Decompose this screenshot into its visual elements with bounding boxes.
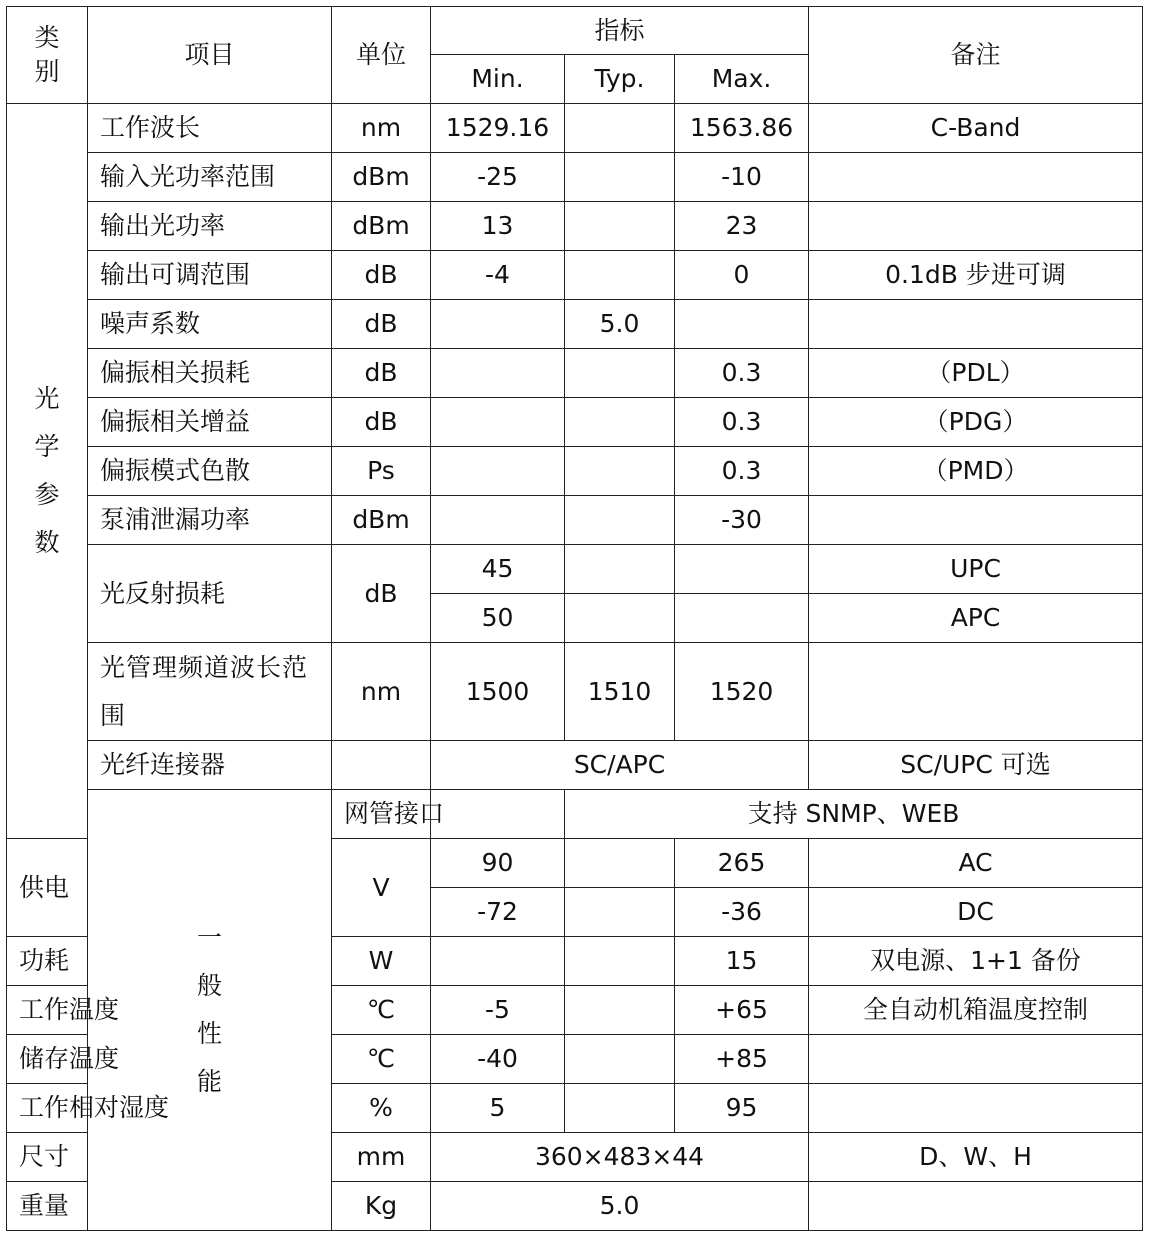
table-row	[7, 398, 1143, 447]
row-typ	[565, 251, 675, 300]
row-max	[675, 300, 809, 349]
table-row	[7, 741, 1143, 790]
header-max: Max.	[675, 55, 809, 104]
header-item: 项目	[88, 7, 332, 104]
row-typ	[565, 349, 675, 398]
row-max: 0	[675, 251, 809, 300]
row-min	[431, 447, 565, 496]
row-remark: 双电源、1+1 备份	[809, 937, 1143, 986]
row-typ	[565, 496, 675, 545]
row-item: 供电	[7, 839, 88, 937]
row-item: 储存温度	[7, 1035, 88, 1084]
row-remark: APC	[809, 594, 1143, 643]
row-min	[431, 398, 565, 447]
spec-table	[6, 6, 1143, 1231]
table-row	[7, 202, 1143, 251]
spec-table-wrapper	[6, 6, 1143, 1231]
row-min: -4	[431, 251, 565, 300]
row-min: 90	[431, 839, 565, 888]
row-min	[431, 300, 565, 349]
row-item: 偏振相关损耗	[88, 349, 332, 398]
row-typ	[565, 153, 675, 202]
row-item: 重量	[7, 1182, 88, 1231]
table-row	[7, 447, 1143, 496]
row-remark: AC	[809, 839, 1143, 888]
row-unit: mm	[332, 1133, 431, 1182]
row-item: 光纤连接器	[88, 741, 332, 790]
row-max: 0.3	[675, 349, 809, 398]
group-general: 一般性能	[88, 790, 332, 1231]
row-remark	[809, 1084, 1143, 1133]
table-row	[7, 790, 1143, 839]
row-remark: （PDL）	[809, 349, 1143, 398]
row-typ	[565, 447, 675, 496]
row-remark	[809, 1182, 1143, 1231]
row-min	[431, 937, 565, 986]
row-unit: nm	[332, 643, 431, 741]
table-row	[7, 153, 1143, 202]
row-min: -5	[431, 986, 565, 1035]
row-value: 5.0	[431, 1182, 809, 1231]
row-unit: dBm	[332, 202, 431, 251]
row-remark: DC	[809, 888, 1143, 937]
table-row	[7, 251, 1143, 300]
header-indicator: 指标	[431, 7, 809, 55]
row-max: -30	[675, 496, 809, 545]
row-remark	[809, 643, 1143, 741]
row-typ	[565, 888, 675, 937]
row-typ	[565, 594, 675, 643]
row-item: 尺寸	[7, 1133, 88, 1182]
row-min: 13	[431, 202, 565, 251]
row-max: 95	[675, 1084, 809, 1133]
table-row	[7, 300, 1143, 349]
row-item: 输出可调范围	[88, 251, 332, 300]
row-min: 1529.16	[431, 104, 565, 153]
row-typ	[565, 937, 675, 986]
row-unit: dB	[332, 251, 431, 300]
row-unit: dBm	[332, 153, 431, 202]
row-unit: Ps	[332, 447, 431, 496]
header-category: 类别	[7, 7, 88, 104]
row-min	[431, 349, 565, 398]
row-remark: 全自动机箱温度控制	[809, 986, 1143, 1035]
row-unit: dBm	[332, 496, 431, 545]
row-unit: %	[332, 1084, 431, 1133]
row-value: 支持 SNMP、WEB	[565, 790, 1143, 839]
row-unit	[431, 790, 565, 839]
row-item: 泵浦泄漏功率	[88, 496, 332, 545]
table-row	[7, 545, 1143, 594]
row-typ: 1510	[565, 643, 675, 741]
row-remark: （PDG）	[809, 398, 1143, 447]
row-max: 0.3	[675, 447, 809, 496]
table-row	[7, 349, 1143, 398]
row-max: 265	[675, 839, 809, 888]
row-item: 输入光功率范围	[88, 153, 332, 202]
header-remark: 备注	[809, 7, 1143, 104]
row-max	[675, 594, 809, 643]
row-remark: C-Band	[809, 104, 1143, 153]
row-typ	[565, 202, 675, 251]
header-typ: Typ.	[565, 55, 675, 104]
row-unit: ℃	[332, 1035, 431, 1084]
row-max: -36	[675, 888, 809, 937]
header-row-1	[7, 7, 1143, 55]
row-max: 0.3	[675, 398, 809, 447]
row-typ	[565, 104, 675, 153]
row-remark: UPC	[809, 545, 1143, 594]
row-remark: 0.1dB 步进可调	[809, 251, 1143, 300]
row-max	[675, 545, 809, 594]
row-min: 1500	[431, 643, 565, 741]
row-item: 噪声系数	[88, 300, 332, 349]
row-remark	[809, 496, 1143, 545]
row-min: 45	[431, 545, 565, 594]
row-max: -10	[675, 153, 809, 202]
row-item: 功耗	[7, 937, 88, 986]
table-row	[7, 643, 1143, 741]
row-typ	[565, 986, 675, 1035]
row-min: 5	[431, 1084, 565, 1133]
row-typ	[565, 1035, 675, 1084]
row-remark	[809, 300, 1143, 349]
row-unit: ℃	[332, 986, 431, 1035]
row-typ	[565, 839, 675, 888]
row-remark: SC/UPC 可选	[809, 741, 1143, 790]
row-value: SC/APC	[431, 741, 809, 790]
row-max: 15	[675, 937, 809, 986]
row-item: 输出光功率	[88, 202, 332, 251]
row-unit	[332, 741, 431, 790]
row-value: 360×483×44	[431, 1133, 809, 1182]
row-item: 光反射损耗	[88, 545, 332, 643]
table-row	[7, 104, 1143, 153]
row-unit: V	[332, 839, 431, 937]
table-row	[7, 496, 1143, 545]
row-max: 1520	[675, 643, 809, 741]
header-min: Min.	[431, 55, 565, 104]
row-min	[431, 496, 565, 545]
row-min: 50	[431, 594, 565, 643]
row-typ	[565, 398, 675, 447]
row-max: +85	[675, 1035, 809, 1084]
row-item: 工作波长	[88, 104, 332, 153]
row-item: 工作温度	[7, 986, 88, 1035]
row-max: 1563.86	[675, 104, 809, 153]
row-item: 光管理频道波长范围	[88, 643, 332, 741]
row-typ: 5.0	[565, 300, 675, 349]
row-typ	[565, 545, 675, 594]
header-unit: 单位	[332, 7, 431, 104]
row-unit: nm	[332, 104, 431, 153]
row-min: -40	[431, 1035, 565, 1084]
row-item: 工作相对湿度	[7, 1084, 88, 1133]
row-unit: dB	[332, 300, 431, 349]
group-optical: 光学参数	[7, 104, 88, 839]
row-item: 偏振相关增益	[88, 398, 332, 447]
row-unit: dB	[332, 349, 431, 398]
row-remark	[809, 1035, 1143, 1084]
row-remark: D、W、H	[809, 1133, 1143, 1182]
row-remark	[809, 153, 1143, 202]
row-item: 偏振模式色散	[88, 447, 332, 496]
row-unit: dB	[332, 398, 431, 447]
row-item: 网管接口	[332, 790, 431, 839]
row-min: -72	[431, 888, 565, 937]
row-remark: （PMD）	[809, 447, 1143, 496]
row-unit: Kg	[332, 1182, 431, 1231]
row-unit: dB	[332, 545, 431, 643]
row-typ	[565, 1084, 675, 1133]
row-max: +65	[675, 986, 809, 1035]
row-max: 23	[675, 202, 809, 251]
row-remark	[809, 202, 1143, 251]
row-unit: W	[332, 937, 431, 986]
row-min: -25	[431, 153, 565, 202]
